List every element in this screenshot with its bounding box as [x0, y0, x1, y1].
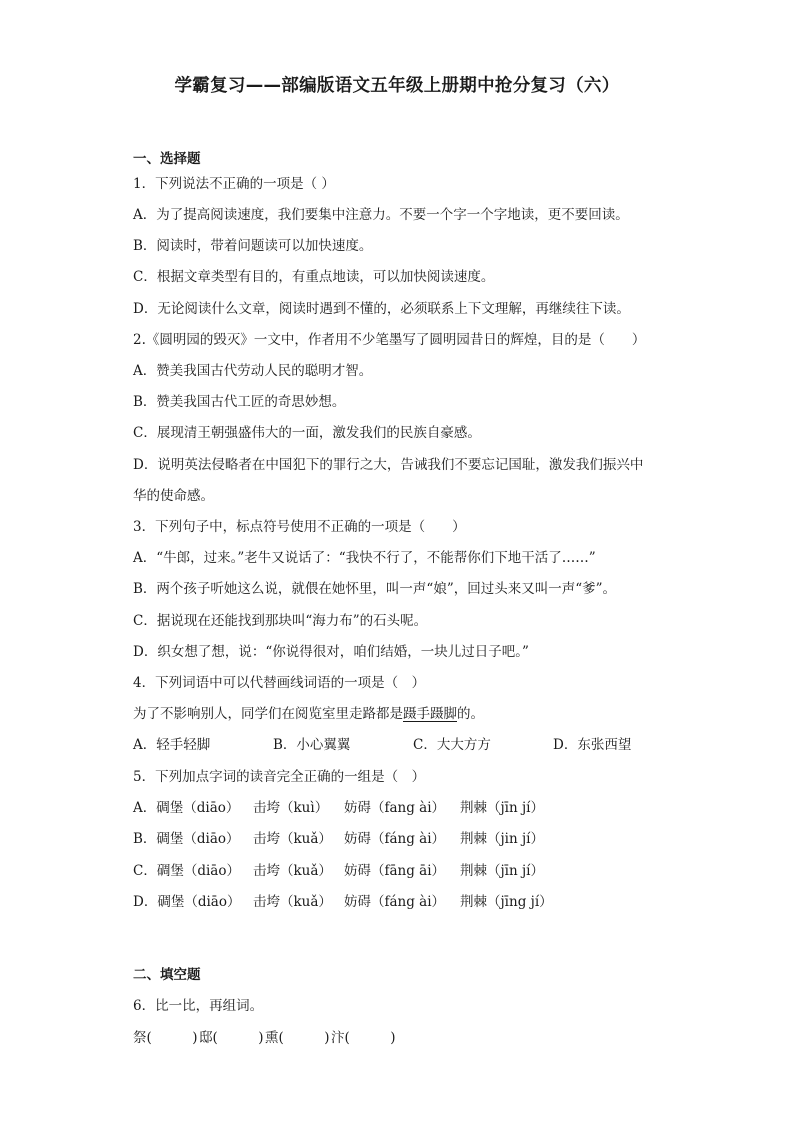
document-title: 学霸复习——部编版语文五年级上册期中抢分复习（六） [174, 76, 620, 96]
question-3-option-c: C．据说现在还能找到那块叫“海力布”的石头呢。 [133, 613, 428, 629]
blank-item: 邸( ) [199, 1030, 264, 1046]
question-3-option-d: D．织女想了想，说：“你说得很对，咱们结婚，一块儿过日子吧。” [133, 644, 529, 660]
question-5-option-c [133, 859, 560, 879]
pinyin-item: 击垮（kuǎ） [253, 863, 332, 879]
question-2-option-d: D．说明英法侵略者在中国犯下的罪行之大，告诫我们不要忘记国耻，激发我们振兴中 [133, 457, 644, 473]
pinyin-item: 荆棘（jīn jí） [460, 863, 544, 879]
underlined-word: 蹑手蹑脚 [403, 706, 457, 722]
option-a: A．轻手轻脚 [133, 737, 211, 753]
pinyin-item: 荆棘（jīng jí） [460, 894, 553, 910]
pinyin-item: 荆棘（jin jí） [460, 831, 544, 847]
sentence-text-end: 的。 [457, 706, 484, 722]
question-3-option-a: A．“牛郎，过来。”老牛又说话了：“我快不行了，不能帮你们下地干活了……” [133, 550, 596, 566]
question-5-option-d [133, 890, 560, 910]
pinyin-item: B．碉堡（diāo） [133, 831, 240, 847]
question-4-options [133, 733, 693, 753]
question-1-option-a: A．为了提高阅读速度，我们要集中注意力。不要一个字一个字地读，更不要回读。 [133, 207, 629, 223]
option-c: C．大大方方 [413, 737, 491, 753]
option-b: B．小心翼翼 [273, 737, 351, 753]
blank-item: 祭( ) [133, 1030, 198, 1046]
question-6-blanks [133, 1026, 397, 1046]
question-1-option-d: D．无论阅读什么文章，阅读时遇到不懂的，必须联系上下文理解，再继续往下读。 [133, 301, 630, 317]
pinyin-item: 妨碍（fáng ài） [344, 831, 446, 847]
question-1-stem: 1．下列说法不正确的一项是（ ） [133, 176, 335, 192]
pinyin-item: 击垮（kuì） [253, 800, 329, 816]
section-heading-choice: 一、选择题 [133, 151, 201, 167]
question-3-option-b: B．两个孩子听她这么说，就偎在她怀里，叫一声“娘”，回过头来又叫一声“爹”。 [133, 581, 617, 597]
pinyin-item: 击垮（kuǎ） [253, 831, 332, 847]
question-5-option-b [133, 827, 560, 847]
pinyin-item: A．碉堡（diāo） [133, 800, 240, 816]
question-6-stem: 6．比一比，再组词。 [133, 998, 264, 1014]
question-2-option-b: B．赞美我国古代工匠的奇思妙想。 [133, 394, 346, 410]
pinyin-item: 荆棘（jīn jí） [460, 800, 544, 816]
question-1-option-b: B．阅读时，带着问题读可以加快速度。 [133, 238, 373, 254]
question-1-option-c: C．根据文章类型有目的，有重点地读，可以加快阅读速度。 [133, 269, 495, 285]
blank-item: 熏( ) [265, 1030, 330, 1046]
pinyin-item: 击垮（kuǎ） [253, 894, 332, 910]
question-5-option-a [133, 796, 560, 816]
pinyin-item: 妨碍（fang ài） [344, 800, 446, 816]
pinyin-item: C．碉堡（diāo） [133, 863, 240, 879]
question-4-stem: 4．下列词语中可以代替画线词语的一项是（ ） [133, 675, 426, 691]
question-2-option-c: C．展现清王朝强盛伟大的一面，激发我们的民族自豪感。 [133, 425, 481, 441]
pinyin-item: 妨碍（fāng āi） [344, 863, 446, 879]
pinyin-item: D．碉堡（diāo） [133, 894, 241, 910]
question-5-stem: 5．下列加点字词的读音完全正确的一组是（ ） [133, 769, 426, 785]
question-4-sentence [133, 702, 484, 722]
pinyin-item: 妨碍（fáng ài） [344, 894, 446, 910]
option-d: D．东张西望 [553, 737, 632, 753]
section-heading-fill: 二、填空题 [133, 967, 201, 983]
question-2-option-d-continued: 华的使命感。 [133, 488, 214, 504]
question-2-stem: 2.《圆明园的毁灭》一文中，作者用不少笔墨写了圆明园昔日的辉煌，目的是（ ） [133, 332, 646, 348]
question-2-option-a: A．赞美我国古代劳动人民的聪明才智。 [133, 363, 373, 379]
question-3-stem: 3．下列句子中，标点符号使用不正确的一项是（ ） [133, 519, 466, 535]
blank-item: 汴( ) [331, 1030, 396, 1046]
sentence-text: 为了不影响别人，同学们在阅览室里走路都是 [133, 706, 403, 722]
